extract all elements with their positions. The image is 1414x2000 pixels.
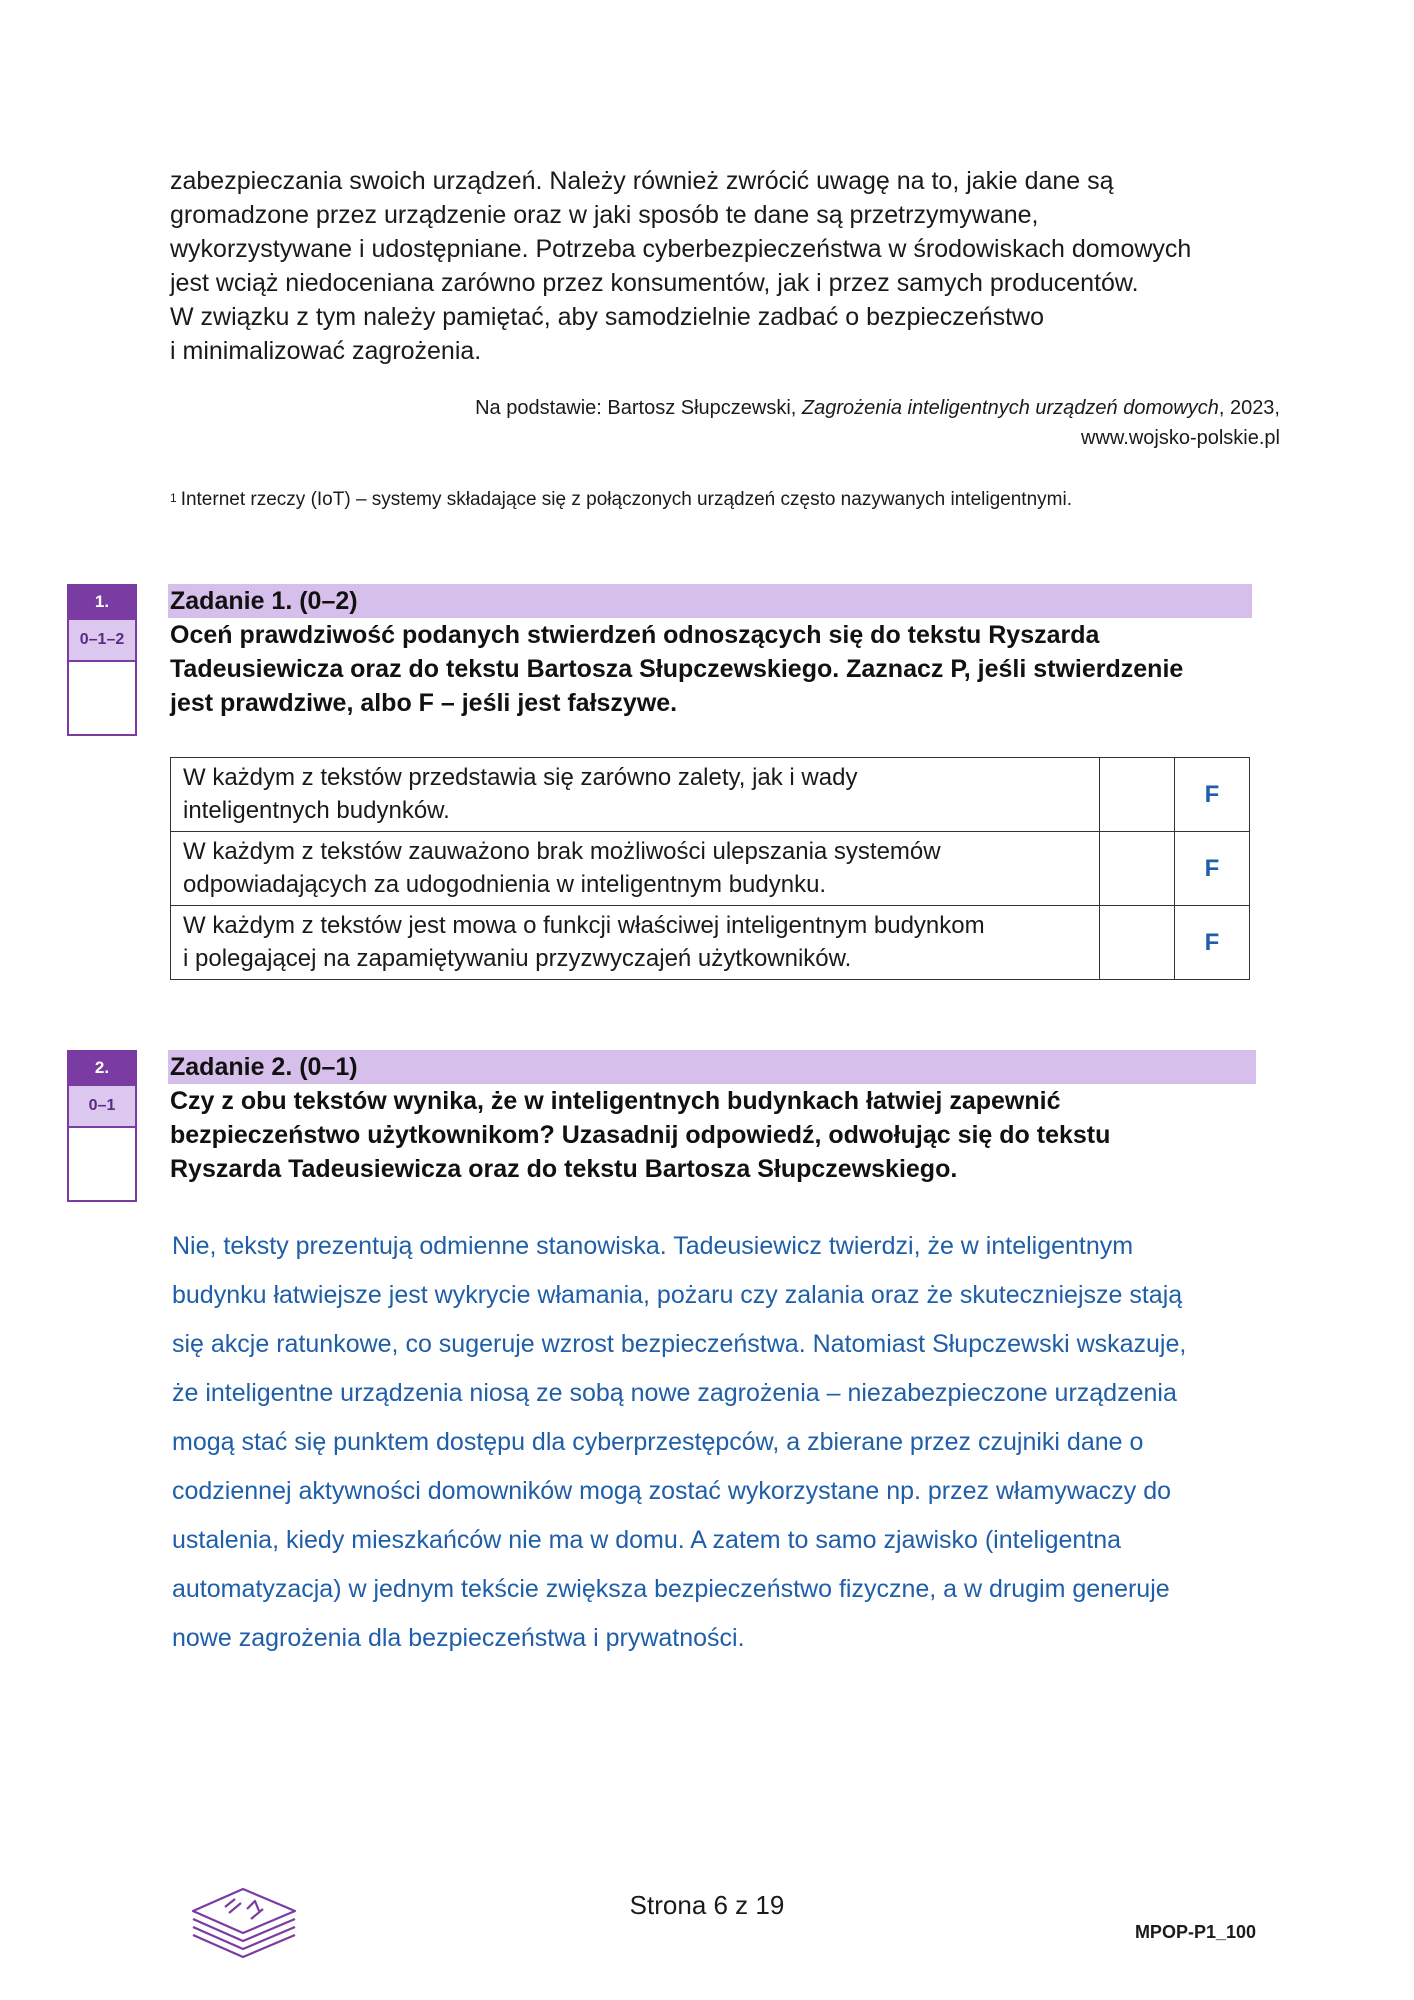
intro-line: W związku z tym należy pamiętać, aby samodzielnie zadbać o bezpieczeństwo <box>170 303 1045 331</box>
statement-line: inteligentnych budynków. <box>183 796 450 824</box>
answer-line: mogą stać się punktem dostępu dla cyberprzestępców, a zbierane przez czujniki dane o <box>172 1428 1144 1456</box>
table-row <box>171 758 1250 832</box>
f-answer-cell[interactable]: F <box>1175 758 1250 832</box>
answer-line: że inteligentne urządzenia niosą ze sobą nowe zagrożenia – niezabezpieczone urządzenia <box>172 1379 1177 1407</box>
answer-line: budynku łatwiejsze jest wykrycie włamania, pożaru czy zalania oraz że skuteczniejsze stają <box>172 1281 1183 1309</box>
footnote <box>170 487 1280 513</box>
answer-line: Nie, teksty prezentują odmienne stanowiska. Tadeusiewicz twierdzi, że w inteligentnym <box>172 1232 1134 1260</box>
task1-header-bar <box>168 584 1252 618</box>
intro-line: wykorzystywane i udostępniane. Potrzeba cyberbezpieczeństwa w środowiskach domowych <box>170 235 1192 263</box>
p-answer-cell[interactable] <box>1100 832 1175 906</box>
task2-score-box <box>67 1050 137 1202</box>
table-row <box>171 906 1250 980</box>
statement-line: W każdym z tekstów przedstawia się zarówno zalety, jak i wady <box>183 763 858 791</box>
true-false-table <box>170 757 1250 980</box>
f-answer-cell[interactable]: F <box>1175 832 1250 906</box>
f-answer-cell[interactable]: F <box>1175 906 1250 980</box>
task2-title: Zadanie 2. (0–1) <box>170 1053 358 1081</box>
task1-score-field[interactable] <box>69 662 135 734</box>
task1-title: Zadanie 1. (0–2) <box>170 587 358 615</box>
statement-line: odpowiadających za udogodnienia w inteligentnym budynku. <box>183 870 827 898</box>
intro-line: jest wciąż niedoceniana zarówno przez konsumentów, jak i przez samych producentów. <box>170 269 1139 297</box>
statement-cell <box>171 758 1100 832</box>
intro-line: i minimalizować zagrożenia. <box>170 337 482 365</box>
task2-command-line: Czy z obu tekstów wynika, że w inteligentnych budynkach łatwiej zapewnić <box>170 1087 1061 1115</box>
answer-line: codziennej aktywności domowników mogą zostać wykorzystane np. przez włamywaczy do <box>172 1477 1172 1505</box>
task2-header-bar <box>168 1050 1256 1084</box>
intro-line: zabezpieczania swoich urządzeń. Należy również zwrócić uwagę na to, jakie dane są <box>170 167 1114 195</box>
task1-command <box>170 618 1270 720</box>
answer-line: nowe zagrożenia dla bezpieczeństwa i prywatności. <box>172 1624 745 1652</box>
exam-code: MPOP-P1_100 <box>1134 1922 1256 1942</box>
table-row <box>171 832 1250 906</box>
task1-score-box <box>67 584 137 736</box>
statement-line: W każdym z tekstów jest mowa o funkcji właściwej inteligentnym budynkom <box>183 911 985 939</box>
task2-points: 0–1 <box>69 1084 135 1128</box>
task2-score-field[interactable] <box>69 1128 135 1200</box>
task2-command-line: bezpieczeństwo użytkownikom? Uzasadnij odpowiedź, odwołując się do tekstu <box>170 1121 1111 1149</box>
intro-paragraph <box>170 164 1280 368</box>
source-citation <box>280 393 1280 453</box>
p-answer-cell[interactable] <box>1100 906 1175 980</box>
task2-command-line: Ryszarda Tadeusiewicza oraz do tekstu Bartosza Słupczewskiego. <box>170 1155 958 1183</box>
source-url: www.wojsko-polskie.pl <box>1081 427 1280 449</box>
statement-line: i polegającej na zapamiętywaniu przyzwyczajeń użytkowników. <box>183 944 852 972</box>
footnote-text: Internet rzeczy (IoT) – systemy składające się z połączonych urządzeń często nazywanych inteligentnymi. <box>180 489 1072 510</box>
source-suffix: , 2023, <box>1218 397 1280 419</box>
footnote-marker: 1 <box>170 491 177 505</box>
answer-line: się akcje ratunkowe, co sugeruje wzrost bezpieczeństwa. Natomiast Słupczewski wskazuje, <box>172 1330 1187 1358</box>
task1-command-line: Oceń prawdziwość podanych stwierdzeń odnoszących się do tekstu Ryszarda <box>170 621 1100 649</box>
task2-answer[interactable] <box>172 1222 1282 1663</box>
task2-number: 2. <box>69 1052 135 1084</box>
statement-line: W każdym z tekstów zauważono brak możliwości ulepszania systemów <box>183 837 941 865</box>
task1-command-line: Tadeusiewicza oraz do tekstu Bartosza Słupczewskiego. Zaznacz P, jeśli stwierdzenie <box>170 655 1184 683</box>
source-title: Zagrożenia inteligentnych urządzeń domowych <box>801 397 1219 419</box>
task1-points: 0–1–2 <box>69 618 135 662</box>
task2-command <box>170 1084 1270 1186</box>
task1-command-line: jest prawdziwe, albo F – jeśli jest fałszywe. <box>170 689 678 717</box>
page-number: Strona 6 z 19 <box>629 1890 785 1920</box>
statement-cell <box>171 906 1100 980</box>
intro-line: gromadzone przez urządzenie oraz w jaki sposób te dane są przetrzymywane, <box>170 201 1039 229</box>
p-answer-cell[interactable] <box>1100 758 1175 832</box>
source-prefix: Na podstawie: Bartosz Słupczewski, <box>475 397 802 419</box>
answer-line: ustalenia, kiedy mieszkańców nie ma w domu. A zatem to samo zjawisko (inteligentna <box>172 1526 1122 1554</box>
task1-number: 1. <box>69 586 135 618</box>
answer-line: automatyzacja) w jednym tekście zwiększa bezpieczeństwo fizyczne, a w drugim generuje <box>172 1575 1170 1603</box>
statement-cell <box>171 832 1100 906</box>
